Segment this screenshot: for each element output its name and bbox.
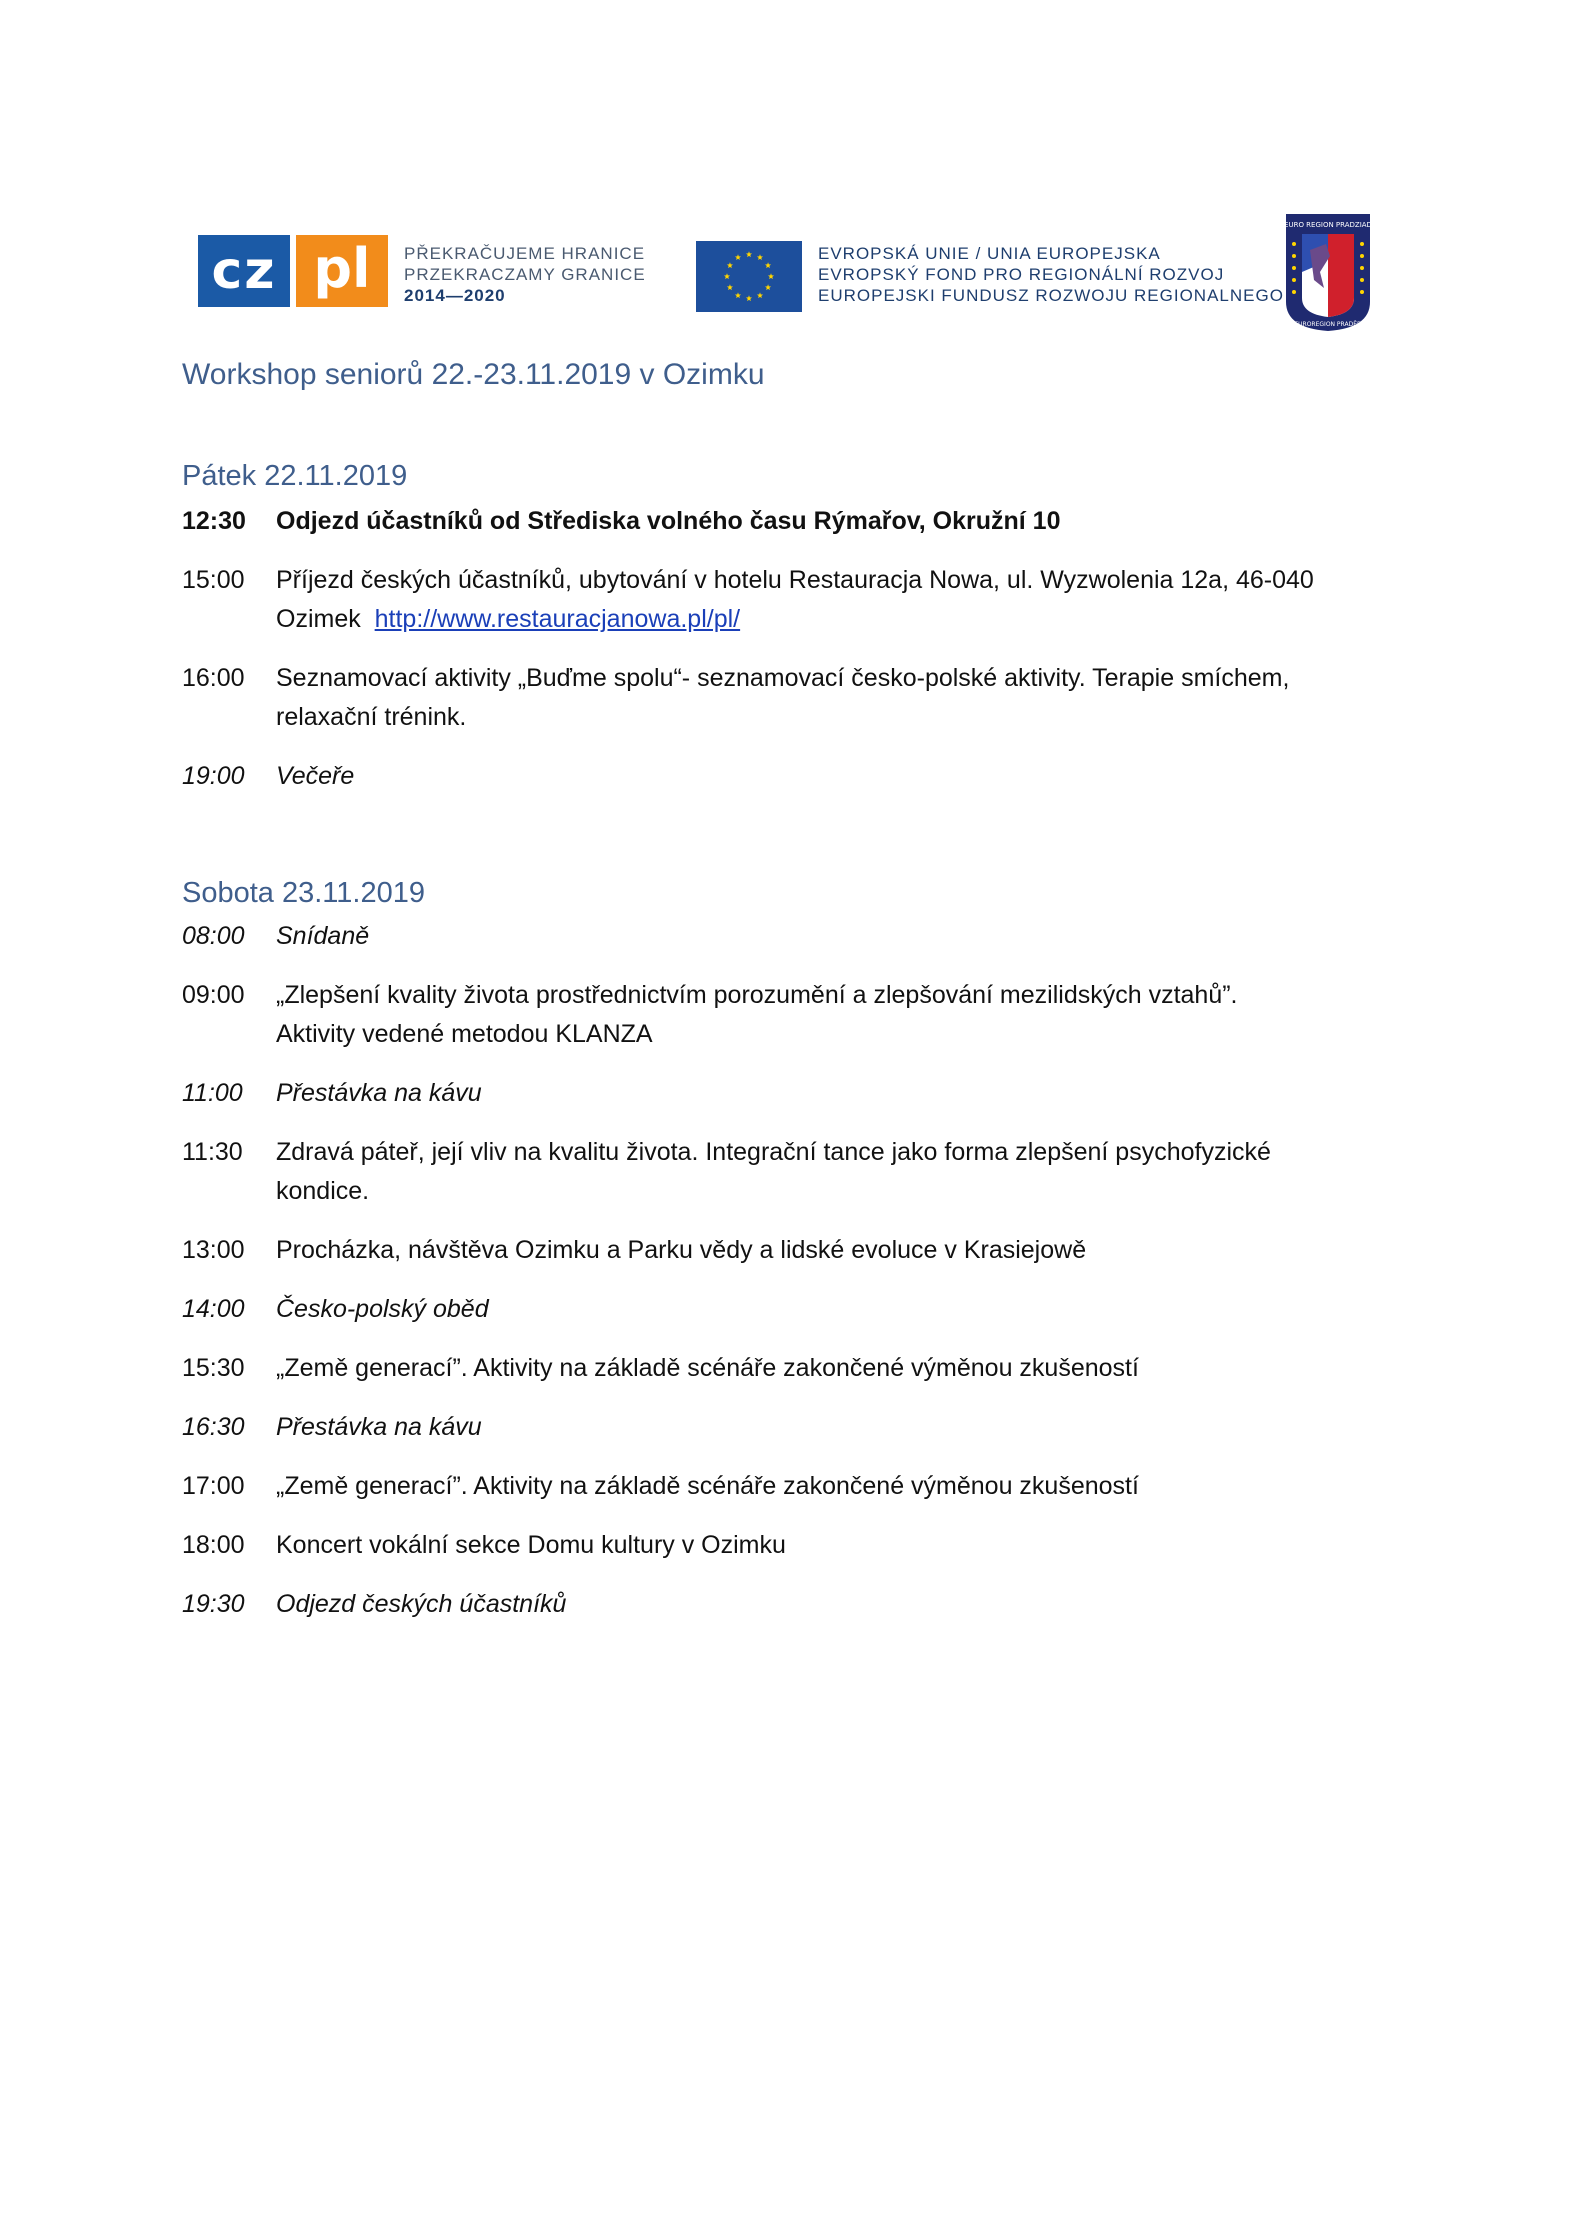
schedule-entry (182, 1408, 1392, 1447)
entry-text-line-1: „Zlepšení kvality života prostřednictvím porozumění a zlepšování mezilidských vztahů”. (276, 981, 1238, 1009)
euroregion-praded-logo (1280, 210, 1376, 334)
czpl-text-line-3: 2014—2020 (404, 286, 506, 305)
entry-text: Odjezd českých účastníků (276, 1590, 567, 1618)
schedule-entry (182, 1231, 1392, 1270)
entry-time: 12:30 (182, 507, 246, 535)
entry-time: 09:00 (182, 981, 245, 1009)
entry-text-line-1: Seznamovací aktivity „Buďme spolu“- seznamovací česko-polské aktivity. Terapie smíchem, (276, 664, 1290, 692)
entry-location: Ozimek (276, 605, 361, 633)
eu-fund-text (818, 243, 1284, 306)
document-title: Workshop seniorů 22.-23.11.2019 v Ozimku (182, 358, 765, 391)
czpl-program-text (404, 243, 646, 306)
entry-text-line-2: Aktivity vedené metodou KLANZA (276, 1020, 653, 1048)
entry-time: 19:30 (182, 1590, 245, 1618)
schedule-entry (182, 917, 1392, 956)
entry-text: Přestávka na kávu (276, 1079, 482, 1107)
czpl-text-line-2: PRZEKRACZAMY GRANICE (404, 265, 646, 284)
czpl-logo (198, 235, 388, 307)
eu-flag-icon (696, 241, 802, 312)
entry-time: 11:30 (182, 1138, 243, 1166)
entry-text: Snídaně (276, 922, 370, 950)
schedule-entry (182, 1585, 1392, 1624)
schedule-entry (182, 976, 1392, 1054)
entry-time: 14:00 (182, 1295, 245, 1323)
schedule-entry (182, 1467, 1392, 1506)
entry-time: 15:30 (182, 1354, 245, 1382)
entry-text: Koncert vokální sekce Domu kultury v Ozimku (276, 1531, 786, 1559)
hotel-website-link[interactable]: http://www.restauracjanowa.pl/pl/ (374, 605, 741, 633)
schedule-entry (182, 1290, 1392, 1329)
eu-text-line-2: EVROPSKÝ FOND PRO REGIONÁLNÍ ROZVOJ (818, 265, 1225, 284)
entry-text-line-2: kondice. (276, 1177, 370, 1205)
schedule-entry (182, 1526, 1392, 1565)
eu-text-line-3: EUROPEJSKI FUNDUSZ ROZWOJU REGIONALNEGO (818, 286, 1284, 305)
eu-text-line-1: EVROPSKÁ UNIE / UNIA EUROPEJSKA (818, 244, 1161, 263)
entry-text: Česko-polský oběd (276, 1295, 489, 1323)
entry-text-line-1: Zdravá páteř, její vliv na kvalitu života. Integrační tance jako forma zlepšení psychofyzické (276, 1138, 1271, 1166)
czpl-text-line-1: PŘEKRAČUJEME HRANICE (404, 244, 646, 263)
entry-time: 18:00 (182, 1531, 245, 1559)
entry-text: Procházka, návštěva Ozimku a Parku vědy a lidské evoluce v Krasiejowě (276, 1236, 1087, 1264)
logo-header (0, 205, 1570, 335)
entry-time: 19:00 (182, 762, 245, 790)
entry-time: 13:00 (182, 1236, 245, 1264)
entry-time: 11:00 (182, 1079, 243, 1107)
entry-time: 17:00 (182, 1472, 245, 1500)
schedule-entry (182, 1349, 1392, 1388)
euroregion-top-text: EURO REGION PRADZIAD (1284, 221, 1372, 229)
day-heading-friday: Pátek 22.11.2019 (182, 460, 408, 492)
entry-text-line-2: relaxační trénink. (276, 703, 467, 731)
entry-text: Večeře (276, 762, 355, 790)
schedule-entry (182, 1074, 1392, 1113)
entry-text-line-2 (276, 600, 1392, 639)
entry-text-line-1: Příjezd českých účastníků, ubytování v hotelu Restauracja Nowa, ul. Wyzwolenia 12a, 46-040 (276, 566, 1314, 594)
day-heading-saturday: Sobota 23.11.2019 (182, 877, 425, 909)
entry-time: 15:00 (182, 566, 245, 594)
entry-text: „Země generací”. Aktivity na základě scénáře zakončené výměnou zkušeností (276, 1472, 1139, 1500)
entry-time: 16:30 (182, 1413, 245, 1441)
entry-time: 08:00 (182, 922, 245, 950)
schedule-entry (182, 502, 1392, 541)
entry-text: Odjezd účastníků od Střediska volného času Rýmařov, Okružní 10 (276, 507, 1061, 535)
entry-text: Přestávka na kávu (276, 1413, 482, 1441)
schedule-entry (182, 659, 1392, 737)
czpl-logo-pl: pl (296, 235, 388, 307)
entry-text: „Země generací”. Aktivity na základě scénáře zakončené výměnou zkušeností (276, 1354, 1139, 1382)
schedule-entry (182, 757, 1392, 796)
schedule-entry (182, 561, 1392, 639)
euroregion-bottom-text: EUROREGION PRADĚD (1294, 321, 1362, 328)
schedule-entry (182, 1133, 1392, 1211)
entry-time: 16:00 (182, 664, 245, 692)
czpl-logo-cz: cz (198, 235, 290, 307)
